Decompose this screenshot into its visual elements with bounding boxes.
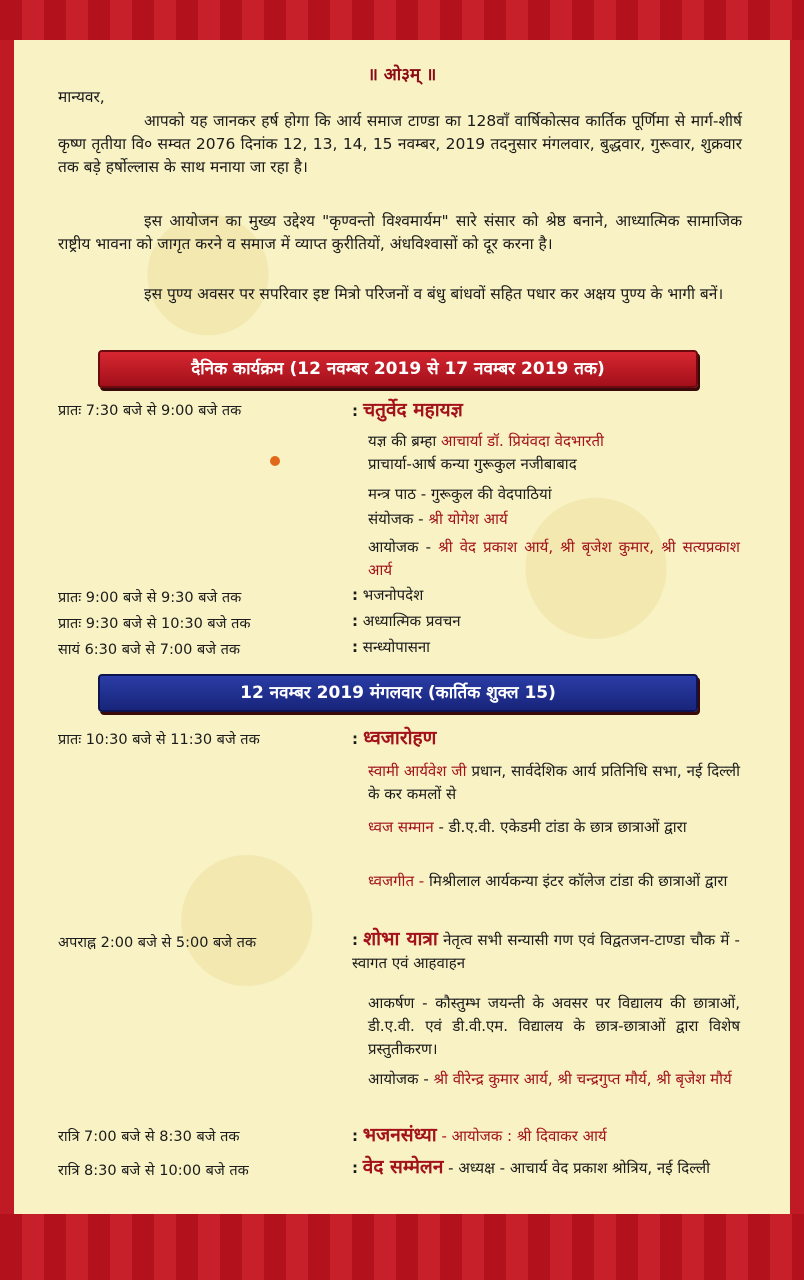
intro-paragraph-3: इस पुण्य अवसर पर सपरिवार इष्ट मित्रो परिजनों व बंधु बांधवों सहित पधार कर अक्षय पुण्य के भागी बनें।	[144, 285, 724, 303]
yajna-ayojak-names: श्री वेद प्रकाश आर्य, श्री बृजेश कुमार, श्री सत्यप्रकाश आर्य	[368, 538, 740, 579]
dhwaj-chief	[368, 760, 740, 806]
daily-title-4-wrap	[352, 637, 430, 657]
yajna-brahma-role: प्राचार्या-आर्ष कन्या गुरूकुल नजीबाबाद	[368, 455, 577, 473]
daily-time-4: सायं 6:30 बजे से 7:00 बजे तक	[58, 642, 241, 658]
ved-time: रात्रि 8:30 बजे से 10:00 बजे तक	[58, 1163, 249, 1179]
left-decorative-border	[0, 40, 14, 1214]
decorative-dot	[270, 456, 280, 466]
salutation: मान्यवर,	[58, 88, 105, 106]
dhwaj-geet-label: ध्वजगीत -	[368, 872, 425, 890]
ved-wrap	[352, 1156, 740, 1180]
dhwaj-time: प्रातः 10:30 बजे से 11:30 बजे तक	[58, 732, 260, 748]
yajna-ayojak-label: आयोजक -	[368, 538, 432, 556]
colon-separator: :	[352, 402, 358, 420]
dhwaj-title-wrap	[352, 724, 436, 750]
dhwaj-samman-rest: - डी.ए.वी. एकेडमी टांडा के छात्र छात्राओं द्वारा	[438, 818, 687, 836]
colon-separator: :	[352, 1127, 358, 1145]
ved-title: वेद सम्मेलन	[362, 1156, 444, 1178]
yajna-sanyojak	[368, 508, 740, 531]
dhwaj-samman-label: ध्वज सम्मान	[368, 818, 434, 836]
shobha-line1-wrap	[352, 928, 740, 975]
daily-title-3-wrap	[352, 611, 461, 631]
top-decorative-border	[0, 0, 804, 40]
daily-time-1: प्रातः 7:30 बजे से 9:00 बजे तक	[58, 403, 242, 419]
yajna-ayojak	[368, 536, 740, 582]
shobha-ayojak-names: श्री वीरेन्द्र कुमार आर्य, श्री चन्द्रगुप्त मौर्य, श्री बृजेश मौर्य	[433, 1070, 732, 1088]
colon-separator: :	[352, 612, 358, 630]
daily-title-2: भजनोपदेश	[362, 586, 424, 604]
bhajan-wrap	[352, 1121, 607, 1147]
shobha-line1: नेतृत्व सभी सन्यासी गण एवं विद्वतजन-टाण्डा चौक में - स्वागत एवं आहवाहन	[352, 931, 740, 972]
dhwaj-geet	[368, 870, 740, 893]
yajna-mantra-path: मन्त्र पाठ - गुरूकुल की वेदपाठियां	[368, 485, 552, 503]
bhajan-time: रात्रि 7:00 बजे से 8:30 बजे तक	[58, 1129, 240, 1145]
day1-banner: 12 नवम्बर 2019 मंगलवार (कार्तिक शुक्ल 15)	[98, 674, 698, 712]
colon-separator: :	[352, 730, 358, 748]
shobha-time: अपराह्न 2:00 बजे से 5:00 बजे तक	[58, 935, 257, 951]
dhwaj-geet-rest: मिश्रीलाल आर्यकन्या इंटर कॉलेज टांडा की छात्राओं द्वारा	[428, 872, 728, 890]
daily-time-3: प्रातः 9:30 बजे से 10:30 बजे तक	[58, 616, 251, 632]
daily-title-3: अध्यात्मिक प्रवचन	[362, 612, 461, 630]
yajna-brahma-label: यज्ञ की ब्रम्हा	[368, 432, 437, 450]
colon-separator: :	[352, 931, 358, 949]
right-decorative-border	[790, 40, 804, 1214]
ved-rest: - अध्यक्ष - आचार्य वेद प्रकाश श्रोत्रिय, नई दिल्ली	[448, 1159, 711, 1177]
dhwaj-chief-name: स्वामी आर्यवेश जी	[368, 762, 467, 780]
dhwaj-samman	[368, 816, 740, 839]
daily-time-2: प्रातः 9:00 बजे से 9:30 बजे तक	[58, 590, 242, 606]
om-heading: ॥ ओ३म् ॥	[367, 65, 437, 85]
dhwaj-title: ध्वजारोहण	[363, 727, 437, 749]
yajna-sanyojak-name: श्री योगेश आर्य	[428, 510, 508, 528]
daily-title-2-wrap	[352, 585, 423, 605]
shobha-line2: आकर्षण - कौस्तुम्भ जयन्ती के अवसर पर विद्यालय की छात्राओं, डी.ए.वी. एवं डी.वी.एम. विद्यालय के छात्र-छात्राओं द्वारा विशेष प्रस्तुतीकरण।	[368, 994, 740, 1058]
colon-separator: :	[352, 1159, 358, 1177]
shobha-ayojak-label: आयोजक -	[368, 1070, 429, 1088]
intro-paragraph-1: आपको यह जानकर हर्ष होगा कि आर्य समाज टाण्डा का 128वाँ वार्षिकोत्सव कार्तिक पूर्णिमा से मार्ग-शीर्ष कृष्ण तृतीया वि० सम्वत 2076 दिनांक 12, 13, 14, 15 नवम्बर, 2019 तदनुसार मंगलवार, बुद्धवार, गुरूवार, शुक्रवार तक बड़े हर्षोल्लास के साथ मनाया जा रहा है।	[58, 112, 742, 176]
intro-paragraph-2: इस आयोजन का मुख्य उद्देश्य "कृण्वन्तो विश्वमार्यम" सारे संसार को श्रेष्ठ बनाने, आध्यात्मिक सामाजिक राष्ट्रीय भावना को जागृत करने व समाज में व्याप्त कुरीतियों, अंधविश्वासों को दूर करना है।	[58, 212, 742, 253]
shobha-ayojak	[368, 1068, 740, 1091]
colon-separator: :	[352, 586, 358, 604]
yajna-brahma-name: आचार्या डॉ. प्रियंवदा वेदभारती	[440, 432, 604, 450]
shobha-title: शोभा यात्रा	[363, 928, 438, 950]
daily-title-1-wrap	[352, 396, 463, 422]
bhajan-title: भजनसंध्या	[362, 1124, 437, 1146]
daily-title-4: सन्ध्योपासना	[362, 638, 431, 656]
colon-separator: :	[352, 638, 358, 656]
yajna-sanyojak-label: संयोजक -	[368, 510, 424, 528]
daily-program-banner: दैनिक कार्यक्रम (12 नवम्बर 2019 से 17 नवम्बर 2019 तक)	[98, 350, 698, 388]
yajna-brahma	[368, 430, 740, 453]
bhajan-rest: - आयोजक : श्री दिवाकर आर्य	[441, 1127, 607, 1145]
bottom-decorative-border	[0, 1214, 804, 1280]
daily-title-1: चतुर्वेद महायज्ञ	[363, 399, 463, 421]
dhwaj-chief-rest: प्रधान, सार्वदेशिक आर्य प्रतिनिधि सभा, नई दिल्ली के कर कमलों से	[368, 762, 740, 803]
